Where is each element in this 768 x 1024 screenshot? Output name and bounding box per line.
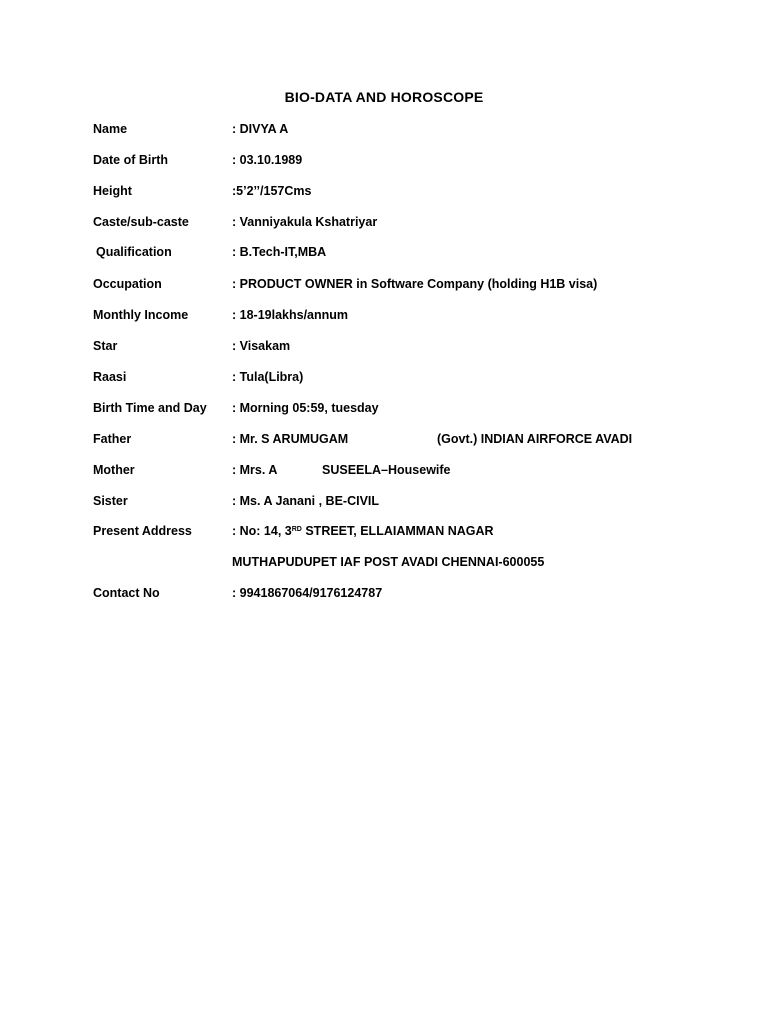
field-value-height: :5’2’’/157Cms: [232, 184, 312, 198]
field-value-address-line2: MUTHAPUDUPET IAF POST AVADI CHENNAI-600055: [232, 555, 545, 569]
address-ordinal-superscript: RD: [291, 526, 302, 533]
field-row-mother: [0, 461, 768, 479]
field-row-caste: [0, 213, 768, 231]
field-value-occupation: : PRODUCT OWNER in Software Company (holding H1B visa): [232, 277, 598, 291]
field-label-qualification: Qualification: [96, 245, 172, 259]
field-row-occupation: [0, 275, 768, 293]
field-label-income: Monthly Income: [93, 308, 189, 322]
field-label-contact: Contact No: [93, 586, 160, 600]
field-label-caste: Caste/sub-caste: [93, 215, 189, 229]
field-value-contact: : 9941867064/9176124787: [232, 586, 383, 600]
field-row-address: [0, 522, 768, 540]
field-row-name: [0, 120, 768, 138]
field-label-occupation: Occupation: [93, 277, 162, 291]
field-value-dob: : 03.10.1989: [232, 153, 303, 167]
field-row-raasi: [0, 368, 768, 386]
field-label-raasi: Raasi: [93, 370, 127, 384]
field-row-height: [0, 182, 768, 200]
field-label-dob: Date of Birth: [93, 153, 168, 167]
field-row-sister: [0, 492, 768, 510]
address-suffix: STREET, ELLAIAMMAN NAGAR: [301, 524, 494, 538]
field-value-sister: : Ms. A Janani , BE-CIVIL: [232, 494, 380, 508]
field-row-star: [0, 337, 768, 355]
field-value-caste: : Vanniyakula Kshatriyar: [232, 215, 378, 229]
field-label-mother: Mother: [93, 463, 135, 477]
field-value-income: : 18-19lakhs/annum: [232, 308, 349, 322]
field-row-father: [0, 430, 768, 448]
field-value-star: : Visakam: [232, 339, 291, 353]
page-title: BIO-DATA AND HOROSCOPE: [284, 89, 484, 105]
field-label-star: Star: [93, 339, 118, 353]
field-row-income: [0, 306, 768, 324]
field-row-address-line2: [0, 553, 768, 571]
field-value-father-occupation: (Govt.) INDIAN AIRFORCE AVADI: [437, 432, 633, 446]
field-label-birth-time: Birth Time and Day: [93, 401, 207, 415]
field-row-contact: [0, 584, 768, 602]
field-value-name: : DIVYA A: [232, 122, 289, 136]
field-value-father: : Mr. S ARUMUGAM: [232, 432, 349, 446]
field-value-mother-occupation: SUSEELA–Housewife: [322, 463, 451, 477]
field-row-qualification: [0, 243, 768, 261]
field-label-sister: Sister: [93, 494, 128, 508]
field-value-address: [232, 522, 494, 540]
field-label-father: Father: [93, 432, 132, 446]
address-prefix: : No: 14, 3: [232, 524, 292, 538]
field-value-raasi: : Tula(Libra): [232, 370, 304, 384]
field-value-birth-time: : Morning 05:59, tuesday: [232, 401, 379, 415]
field-row-dob: [0, 151, 768, 169]
field-label-name: Name: [93, 122, 128, 136]
field-row-birth-time: [0, 399, 768, 417]
field-value-qualification: : B.Tech-IT,MBA: [232, 245, 327, 259]
field-value-mother: : Mrs. A: [232, 463, 278, 477]
field-label-height: Height: [93, 184, 132, 198]
field-label-address: Present Address: [93, 524, 192, 538]
